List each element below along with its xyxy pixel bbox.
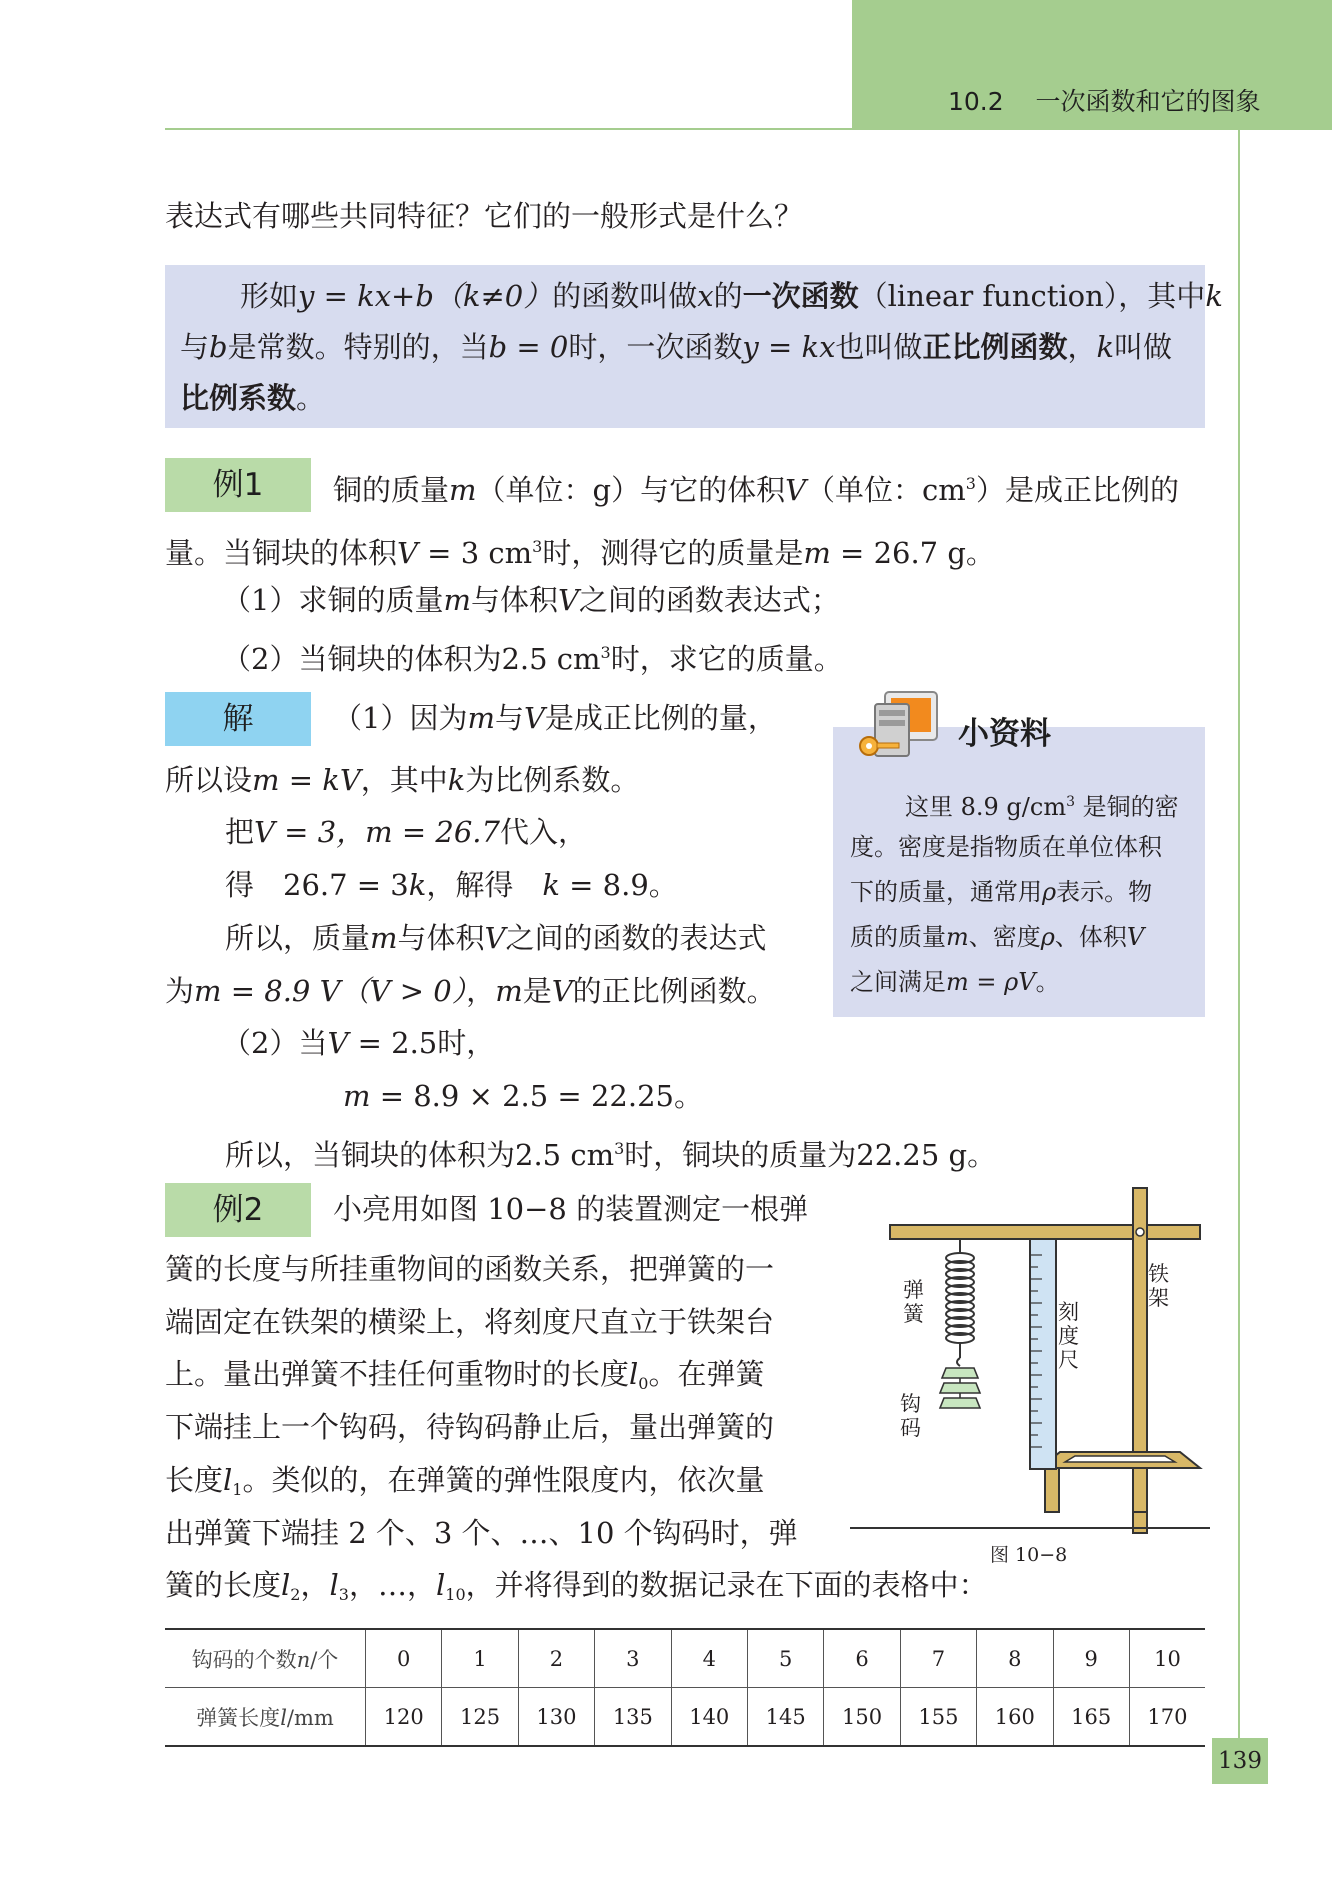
info-line-5: 之间满足m = ρV。 <box>850 968 1060 996</box>
term-proportional-function: 正比例函数 <box>922 330 1068 364</box>
weights <box>940 1368 980 1408</box>
example2-line-5: 下端挂上一个钩码，待钩码静止后，量出弹簧的 <box>165 1410 775 1444</box>
definition-line-2: 与b是常数。特别的，当b = 0时，一次函数y = kx也叫做正比例函数，k叫做 <box>180 330 1173 364</box>
section-number: 10.2 <box>948 87 1004 116</box>
info-line-4: 质的质量m、密度ρ、体积V <box>850 923 1145 951</box>
crossbeam <box>890 1225 1200 1239</box>
example1-line-2: 量。当铜块的体积V = 3 $cm^3$时，测得它的质量是m = 26.7 g。 <box>165 536 995 570</box>
label-stand: 铁架 <box>1148 1262 1169 1310</box>
example1-question-2: （2）当铜块的体积为2.5 $cm^3$时，求它的质量。 <box>222 642 843 676</box>
table-cell: 130 <box>518 1688 594 1746</box>
table-cell: 8 <box>977 1630 1053 1688</box>
info-line-3: 下的质量，通常用ρ表示。物 <box>850 878 1153 906</box>
header-rule <box>165 128 855 130</box>
table-cell: 160 <box>977 1688 1053 1746</box>
table-bottom-rule <box>165 1745 1205 1747</box>
table-cell: 0 <box>366 1630 442 1688</box>
table-cell: 1 <box>442 1630 518 1688</box>
spring-apparatus-figure <box>850 1180 1210 1540</box>
solution-line-4: 得 26.7 = 3k，解得 k = 8.9。 <box>225 868 678 902</box>
table-cell: 4 <box>671 1630 747 1688</box>
solution-line-2: 所以设m = kV，其中k为比例系数。 <box>165 763 640 797</box>
table-cell: 155 <box>900 1688 976 1746</box>
example1-line-1: 铜的质量m（单位：g）与它的体积V（单位：$cm^3$）是成正比例的 <box>333 473 1179 507</box>
table-cell: 10 <box>1129 1630 1205 1688</box>
table-cell: 140 <box>671 1688 747 1746</box>
table-cell: 120 <box>366 1688 442 1746</box>
term-linear-function: 一次函数 <box>742 279 859 313</box>
solution-tag: 解 <box>165 692 311 746</box>
page-number: 139 <box>1212 1738 1268 1784</box>
figure-caption: 图 10−8 <box>990 1544 1068 1566</box>
solution-line-3: 把V = 3，m = 26.7代入， <box>225 815 587 849</box>
solution-line-8: m = 8.9 × 2.5 = 22.25。 <box>343 1079 703 1113</box>
row-label-length: 弹簧长度l/mm <box>165 1688 366 1746</box>
example1-question-1: （1）求铜的质量m与体积V之间的函数表达式； <box>222 583 840 617</box>
table-cell: 3 <box>595 1630 671 1688</box>
table-cell: 165 <box>1053 1688 1129 1746</box>
example2-tag: 例2 <box>165 1183 311 1237</box>
table-cell: 2 <box>518 1630 594 1688</box>
table-cell: 135 <box>595 1688 671 1746</box>
example2-line-8: 簧的长度$l_2$，$l_3$，…，$l_{10}$，并将得到的数据记录在下面的表格中： <box>165 1568 988 1604</box>
definition-line-1: 形如y = kx+b（k≠0）的函数叫做x的一次函数（linear function），其中k <box>240 279 1223 313</box>
example2-line-7: 出弹簧下端挂 2 个、3 个、…、10 个钩码时，弹 <box>165 1516 798 1550</box>
example2-line-3: 端固定在铁架的横梁上，将刻度尺直立于铁架台 <box>165 1305 775 1339</box>
example2-line-4: 上。量出弹簧不挂任何重物时的长度$l_0$。在弹簧 <box>165 1357 765 1393</box>
row-label-count: 钩码的个数n/个 <box>165 1630 366 1688</box>
info-line-2: 度。密度是指物质在单位体积 <box>850 833 1162 861</box>
example2-line-2: 簧的长度与所挂重物间的函数关系，把弹簧的一 <box>165 1252 775 1286</box>
example2-line-6: 长度$l_1$。类似的，在弹簧的弹性限度内，依次量 <box>165 1463 765 1499</box>
margin-rule <box>1238 130 1240 1780</box>
solution-line-7: （2）当V = 2.5时， <box>222 1026 496 1060</box>
table-cell: 145 <box>747 1688 823 1746</box>
label-weights: 钩码 <box>900 1392 921 1440</box>
table-cell: 9 <box>1053 1630 1129 1688</box>
table-cell: 5 <box>747 1630 823 1688</box>
table-cell: 150 <box>824 1688 900 1746</box>
table-cell: 125 <box>442 1688 518 1746</box>
solution-line-6: 为m = 8.9 V（V > 0），m是V的正比例函数。 <box>165 974 776 1008</box>
table-cell: 170 <box>1147 1704 1188 1729</box>
example2-line-1: 小亮用如图 10−8 的装置测定一根弹 <box>333 1192 809 1226</box>
example1-tag: 例1 <box>165 458 311 512</box>
label-spring: 弹簧 <box>903 1278 924 1326</box>
solution-line-9: 所以，当铜块的体积为2.5 $cm^3$时，铜块的质量为22.25 g。 <box>225 1138 997 1172</box>
solution-line-1: （1）因为m与V是成正比例的量， <box>333 701 777 735</box>
section-title: 一次函数和它的图象 <box>1035 87 1261 116</box>
info-computer-icon <box>855 686 945 770</box>
header-title <box>948 82 1260 118</box>
info-title: 小资料 <box>958 716 1051 752</box>
definition-line-3: 比例系数。 <box>180 381 326 415</box>
solution-line-5: 所以，质量m与体积V之间的函数的表达式 <box>225 921 767 955</box>
label-ruler: 刻度尺 <box>1058 1300 1079 1372</box>
info-line-1: 这里 8.9 $g/cm^3$ 是铜的密 <box>905 793 1179 821</box>
spring-data-table <box>165 1630 1205 1745</box>
table-row-length <box>165 1688 1205 1746</box>
term-coefficient: 比例系数 <box>180 381 297 415</box>
table-row-count <box>165 1630 1205 1688</box>
table-cell: 7 <box>900 1630 976 1688</box>
table-cell: 6 <box>824 1630 900 1688</box>
intro-question: 表达式有哪些共同特征？它们的一般形式是什么？ <box>165 199 804 233</box>
spring <box>946 1239 974 1366</box>
